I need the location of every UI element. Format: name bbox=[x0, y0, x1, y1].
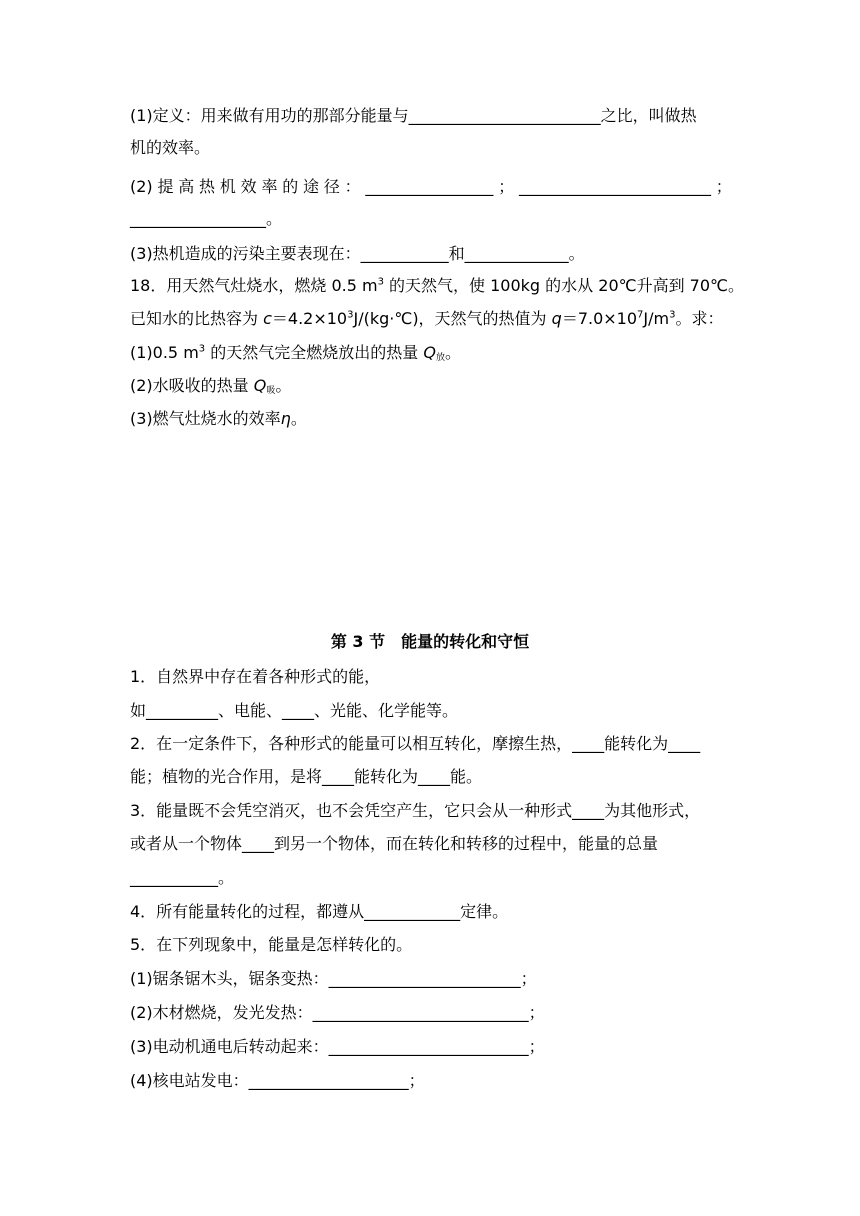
s3-item5-part3: (3)电动机通电后转动起来：_________________________； bbox=[130, 1037, 545, 1056]
s3-item2-line2: 能；植物的光合作用，是将____能转化为____能。 bbox=[130, 767, 483, 786]
q18-line1: 18．用天然气灶烧水，燃烧 0.5 $m^3$ 的天然气，使 100kg 的水从 20℃升高到 70℃。 bbox=[130, 276, 745, 295]
efficiency-definition-line2: 机的效率。 bbox=[130, 138, 211, 157]
q18-part2: (2)水吸收的热量 $Q_吸$。 bbox=[130, 376, 292, 396]
s3-item1-line1: 1．自然界中存在着各种形式的能， bbox=[130, 667, 381, 686]
pollution-line: (3)热机造成的污染主要表现在：___________和_____________。 bbox=[130, 244, 585, 263]
s3-item3-line3: ___________。 bbox=[130, 868, 235, 887]
s3-item4: 4．所有能量转化的过程，都遵从____________定律。 bbox=[130, 902, 509, 921]
improve-efficiency-line1: (2) 提 高 热 机 效 率 的 途 径 ： ________________ ； ________________________ ； bbox=[130, 177, 732, 196]
q18-line2: 已知水的比热容为 $c=4.2\times 10^3J/(kg\cdot℃)$，天然气的热值为 $q=7.0\times 10^7J/m^3$。求： bbox=[130, 309, 724, 328]
s3-item1-line2: 如_________、电能、____、光能、化学能等。 bbox=[130, 701, 459, 720]
s3-item5-part4: (4)核电站发电：____________________； bbox=[130, 1071, 425, 1090]
q18-part3: (3)燃气灶烧水的效率η。 bbox=[130, 409, 307, 428]
s3-item3-line2: 或者从一个物体____到另一个物体，而在转化和转移的过程中，能量的总量 bbox=[130, 834, 659, 853]
s3-item5: 5．在下列现象中，能量是怎样转化的。 bbox=[130, 935, 413, 954]
improve-efficiency-line2: _________________。 bbox=[130, 209, 283, 228]
efficiency-definition-line1: (1)定义：用来做有用功的那部分能量与________________________之比，叫做热 bbox=[130, 106, 697, 125]
s3-item2-line1: 2．在一定条件下，各种形式的能量可以相互转化，摩擦生热，____能转化为____ bbox=[130, 734, 701, 753]
section-title: 第 3 节 能量的转化和守恒 bbox=[330, 632, 530, 651]
q18-part1: (1)0.5 $m^3$ 的天然气完全燃烧放出的热量 $Q_放$。 bbox=[130, 343, 461, 363]
s3-item5-part2: (2)木材燃烧，发光发热：___________________________； bbox=[130, 1003, 545, 1022]
s3-item5-part1: (1)锯条锯木头，锯条变热：________________________； bbox=[130, 969, 537, 988]
s3-item3-line1: 3．能量既不会凭空消灭，也不会凭空产生，它只会从一种形式____为其他形式， bbox=[130, 801, 701, 820]
